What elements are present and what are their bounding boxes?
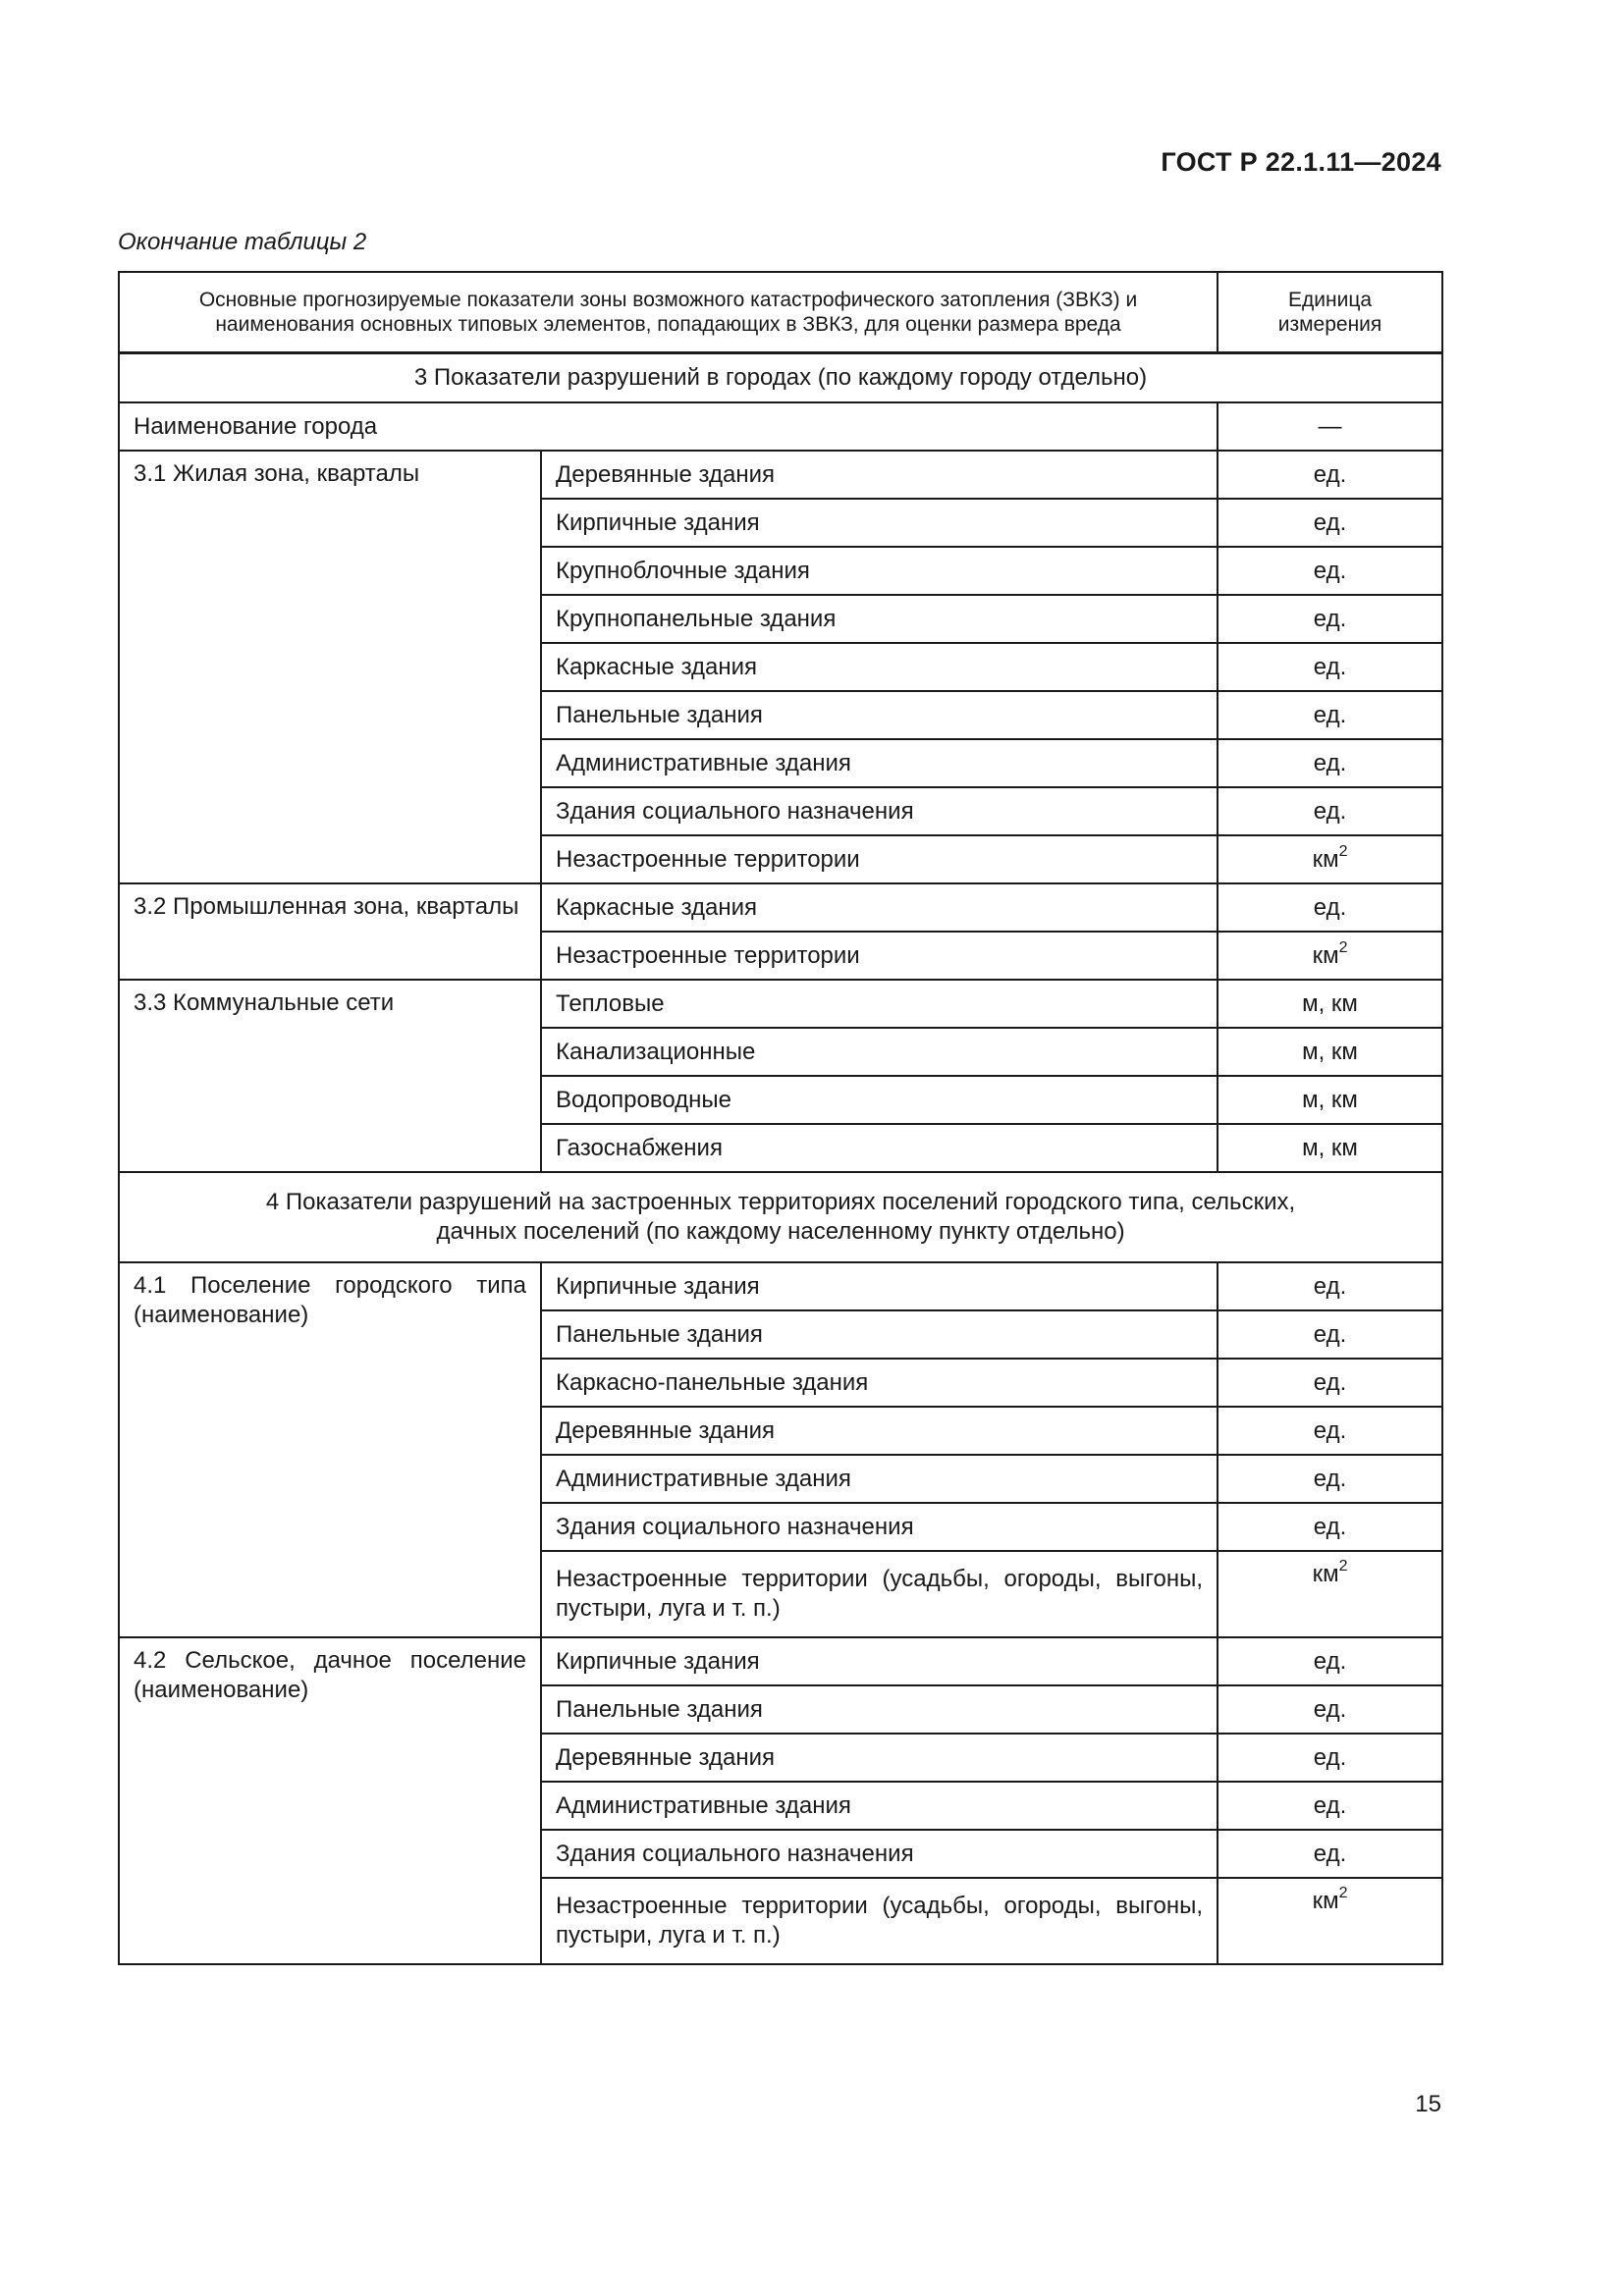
unit-text: км [1312,941,1339,969]
object-name: Крупноблочные здания [541,547,1218,595]
unit-text: ед. [1313,893,1347,921]
object-name: Административные здания [541,1782,1218,1830]
object-name: Водопроводные [541,1076,1218,1124]
unit-cell [1218,1262,1442,1310]
page-number: 15 [1415,2091,1441,2117]
group-label: 4.2 Сельское, дачное поселение (наименование) [119,1637,541,1964]
object-name: Административные здания [541,739,1218,787]
unit-text: км [1312,845,1339,873]
group-label: 3.3 Коммунальные сети [119,980,541,1172]
unit-text: м, км [1302,1086,1358,1113]
section-4-title-line2: дачных поселений (по каждому населенному пункту отдельно) [436,1218,1125,1245]
document-code: ГОСТ Р 22.1.11—2024 [1161,147,1441,177]
unit-cell [1218,1637,1442,1685]
unit-text: ед. [1313,508,1347,536]
unit-text: ед. [1313,557,1347,584]
unit-text: ед. [1313,1695,1347,1723]
unit-text: ед. [1313,1272,1347,1300]
unit-cell [1218,547,1442,595]
table-header-row [119,272,1442,353]
unit-cell [1218,835,1442,883]
object-name: Незастроенные территории (усадьбы, огороды, выгоны, пустыри, луга и т. п.) [541,1878,1218,1964]
object-name: Кирпичные здания [541,1637,1218,1685]
object-name: Незастроенные территории [541,835,1218,883]
unit-cell [1218,1685,1442,1734]
unit-text: ед. [1313,1840,1347,1867]
unit-cell [1218,643,1442,691]
header-main-line1: Основные прогнозируемые показатели зоны возможного катастрофического затопления (ЗВКЗ) и [198,289,1138,311]
section-3-row [119,353,1442,403]
unit-cell [1218,980,1442,1028]
object-name: Канализационные [541,1028,1218,1076]
object-name: Незастроенные территории [541,932,1218,980]
object-name: Деревянные здания [541,451,1218,499]
unit-superscript: 2 [1338,938,1348,956]
table-row [119,1637,1442,1685]
unit-cell [1218,1455,1442,1503]
header-main-line2: наименования основных типовых элементов, попадающих в ЗВКЗ, для оценки размера вреда [215,313,1121,336]
unit-superscript: 2 [1338,1558,1348,1575]
unit-cell [1218,451,1442,499]
table-row [119,980,1442,1028]
unit-cell [1218,739,1442,787]
unit-text: ед. [1313,1791,1347,1819]
object-name: Незастроенные территории (усадьбы, огороды, выгоны, пустыри, луга и т. п.) [541,1551,1218,1637]
unit-text: м, км [1302,1038,1358,1065]
header-unit-cell [1218,272,1442,353]
group-label: 3.1 Жилая зона, кварталы [119,451,541,883]
header-unit-line2: измерения [1277,313,1382,336]
unit-text: ед. [1313,701,1347,728]
unit-text: ед. [1313,460,1347,488]
unit-text: ед. [1313,797,1347,825]
object-name: Панельные здания [541,1310,1218,1359]
object-name: Крупнопанельные здания [541,595,1218,643]
table-row [119,883,1442,932]
unit-cell [1218,1782,1442,1830]
unit-cell [1218,883,1442,932]
unit-text: ед. [1313,1416,1347,1444]
unit-text: ед. [1313,1320,1347,1348]
object-name: Кирпичные здания [541,499,1218,547]
object-name: Газоснабжения [541,1124,1218,1172]
unit-cell [1218,1359,1442,1407]
object-name: Здания социального назначения [541,1503,1218,1551]
table-row [119,1262,1442,1310]
city-name-label: Наименование города [119,402,1218,451]
section-4-title-line1: 4 Показатели разрушений на застроенных территориях поселений городского типа, сельских, [265,1189,1296,1215]
unit-text: ед. [1313,1368,1347,1396]
unit-cell [1218,1830,1442,1878]
unit-text: ед. [1313,749,1347,776]
unit-cell [1218,1028,1442,1076]
unit-text: км [1312,1888,1339,1914]
city-name-unit: — [1218,402,1442,451]
object-name: Административные здания [541,1455,1218,1503]
unit-superscript: 2 [1338,842,1348,860]
unit-cell [1218,787,1442,835]
unit-superscript: 2 [1338,1885,1348,1901]
section-3-title: 3 Показатели разрушений в городах (по каждому городу отдельно) [119,353,1442,403]
unit-text: ед. [1313,1513,1347,1540]
unit-cell [1218,1310,1442,1359]
unit-text: км [1312,1561,1339,1587]
header-main-cell [119,272,1218,353]
section-4-row [119,1172,1442,1262]
table-caption: Окончание таблицы 2 [118,229,367,255]
indicators-table [118,271,1443,1965]
object-name: Панельные здания [541,1685,1218,1734]
unit-cell [1218,691,1442,739]
object-name: Панельные здания [541,691,1218,739]
unit-text: ед. [1313,1743,1347,1771]
object-name: Каркасные здания [541,643,1218,691]
object-name: Каркасно-панельные здания [541,1359,1218,1407]
unit-text: м, км [1302,1134,1358,1161]
object-name: Каркасные здания [541,883,1218,932]
unit-text: ед. [1313,1465,1347,1492]
object-name: Тепловые [541,980,1218,1028]
unit-cell [1218,932,1442,980]
unit-cell [1218,1503,1442,1551]
city-name-row [119,402,1442,451]
object-name: Кирпичные здания [541,1262,1218,1310]
group-label: 4.1 Поселение городского типа (наименование) [119,1262,541,1637]
unit-cell [1218,1407,1442,1455]
unit-cell [1218,499,1442,547]
unit-text: ед. [1313,605,1347,632]
group-label: 3.2 Промышленная зона, кварталы [119,883,541,980]
object-name: Здания социального назначения [541,1830,1218,1878]
unit-cell [1218,1551,1442,1637]
unit-text: ед. [1313,653,1347,680]
object-name: Деревянные здания [541,1734,1218,1782]
unit-cell [1218,595,1442,643]
object-name: Деревянные здания [541,1407,1218,1455]
header-unit-line1: Единица [1288,289,1373,311]
unit-cell [1218,1734,1442,1782]
object-name: Здания социального назначения [541,787,1218,835]
unit-text: м, км [1302,989,1358,1017]
unit-cell [1218,1124,1442,1172]
unit-text: ед. [1313,1647,1347,1675]
table-row [119,451,1442,499]
unit-cell [1218,1076,1442,1124]
unit-cell [1218,1878,1442,1964]
section-4-title [119,1172,1442,1262]
